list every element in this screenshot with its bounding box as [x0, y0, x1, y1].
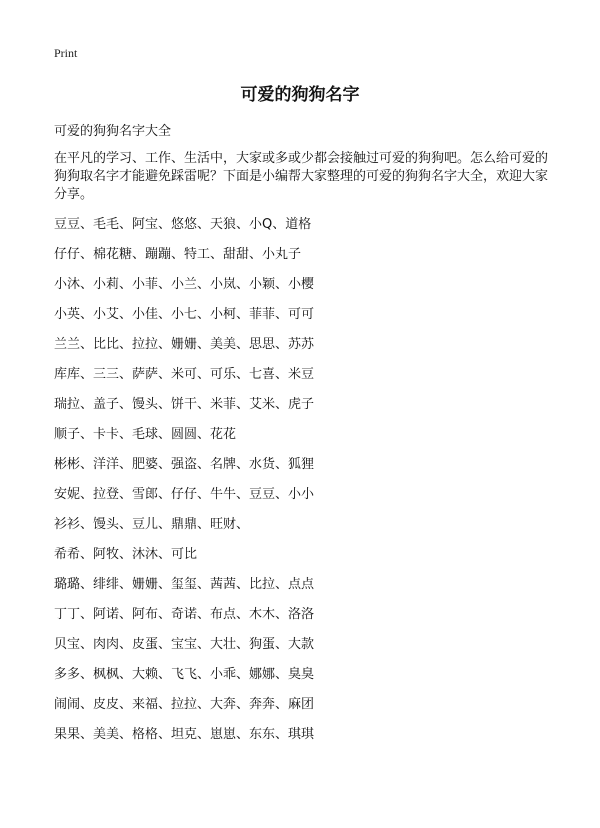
- list-item: 果果、美美、格格、坦克、崽崽、东东、琪琪: [54, 727, 315, 742]
- list-item: 顺子、卡卡、毛球、圆圆、花花: [54, 427, 237, 442]
- list-item: 彬彬、洋洋、肥婆、强盗、名牌、水货、狐狸: [54, 457, 315, 472]
- list-item: 安妮、拉登、雪郎、仔仔、牛牛、豆豆、小小: [54, 487, 315, 502]
- list-item: 衫衫、馒头、豆儿、鼎鼎、旺财、: [54, 517, 250, 532]
- list-item: 库库、三三、萨萨、米可、可乐、七喜、米豆: [54, 367, 315, 382]
- list-item: 兰兰、比比、拉拉、姗姗、美美、思思、苏苏: [54, 337, 315, 352]
- list-item: 小沐、小莉、小菲、小兰、小岚、小颖、小樱: [54, 277, 315, 292]
- intro-paragraph: 在平凡的学习、工作、生活中，大家或多或少都会接触过可爱的狗狗吧。怎么给可爱的狗狗取名字才能避免踩雷呢？下面是小编帮大家整理的可爱的狗狗名字大全，欢迎大家分享。: [54, 151, 549, 202]
- print-label: Print: [54, 46, 78, 60]
- dog-names-list: [54, 216, 314, 756]
- list-item: 丁丁、阿诺、阿布、奇诺、布点、木木、洛洛: [54, 607, 315, 622]
- list-item: 瑞拉、盖子、馒头、饼干、米菲、艾米、虎子: [54, 397, 315, 412]
- document-subtitle: 可爱的狗狗名字大全: [54, 124, 172, 139]
- list-item: 璐璐、绯绯、姗姗、玺玺、茜茜、比拉、点点: [54, 577, 315, 592]
- list-item: 小英、小艾、小佳、小七、小柯、菲菲、可可: [54, 307, 315, 322]
- list-item: 仔仔、棉花糖、蹦蹦、特工、甜甜、小丸子: [54, 247, 302, 262]
- list-item: 闹闹、皮皮、来福、拉拉、大奔、奔奔、麻团: [54, 697, 315, 712]
- list-item: 多多、枫枫、大赖、飞飞、小乖、娜娜、臭臭: [54, 667, 315, 682]
- page-title: 可爱的狗狗名字: [240, 85, 360, 105]
- list-item: 豆豆、毛毛、阿宝、悠悠、天狼、小Q、道格: [54, 217, 312, 232]
- list-item: 贝宝、肉肉、皮蛋、宝宝、大壮、狗蛋、大款: [54, 637, 315, 652]
- list-item: 希希、阿牧、沐沐、可比: [54, 547, 198, 562]
